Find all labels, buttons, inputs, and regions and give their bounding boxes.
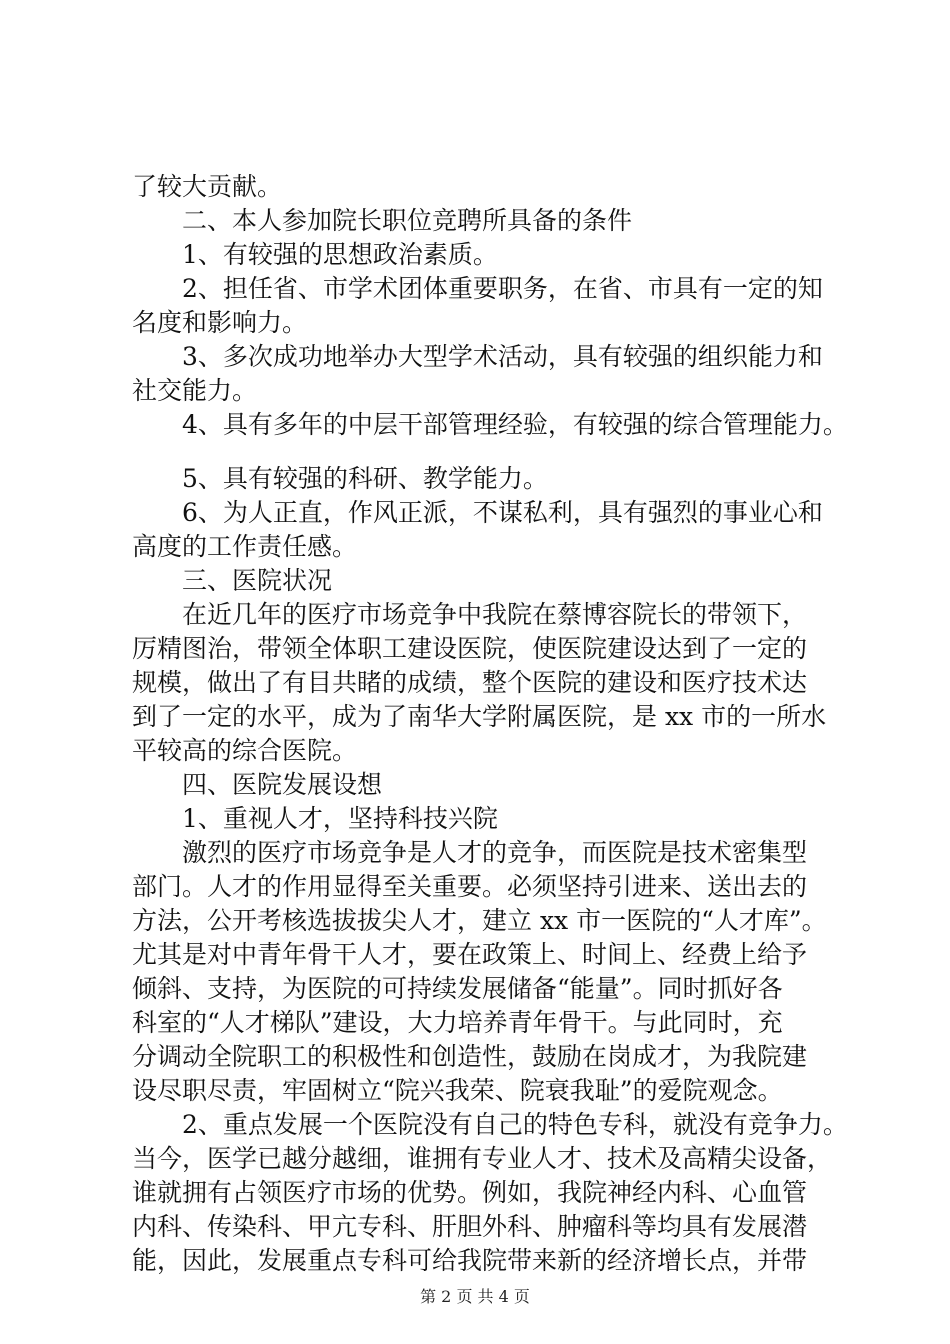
list-item: 5、具有较强的科研、教学能力。 (132, 464, 548, 493)
body-text-line: 高度的工作责任感。 (132, 532, 358, 561)
list-item: 3、多次成功地举办大型学术活动，具有较强的组织能力和 (132, 342, 823, 371)
body-text-line: 科室的“人才梯队”建设，大力培养青年骨干。与此同时，充 (132, 1008, 783, 1037)
body-text-line: 内科、传染科、甲亢专科、肝胆外科、肿瘤科等均具有发展潜 (132, 1212, 808, 1241)
body-text-line: 规模，做出了有目共睹的成绩，整个医院的建设和医疗技术达 (132, 668, 808, 697)
body-text-line: 了较大贡献。 (132, 172, 283, 201)
body-text-line: 部门。人才的作用显得至关重要。必须坚持引进来、送出去的 (132, 872, 808, 901)
body-text-line: 倾斜、支持，为医院的可持续发展储备“能量”。同时抓好各 (132, 974, 783, 1003)
section-heading: 二、本人参加院长职位竞聘所具备的条件 (132, 206, 633, 235)
section-heading: 四、医院发展设想 (132, 770, 383, 799)
list-item: 2、担任省、市学术团体重要职务，在省、市具有一定的知 (132, 274, 823, 303)
body-text-line: 名度和影响力。 (132, 308, 308, 337)
page-number-footer: 第 2 页 共 4 页 (420, 1287, 530, 1306)
subsection-heading: 1、重视人才，坚持科技兴院 (132, 804, 498, 833)
body-text-line: 厉精图治，带领全体职工建设医院，使医院建设达到了一定的 (132, 634, 808, 663)
body-text-line: 平较高的综合医院。 (132, 736, 358, 765)
list-item: 1、有较强的思想政治素质。 (132, 240, 498, 269)
body-text-line: 方法，公开考核选拔拔尖人才，建立 xx 市一医院的“人才库”。 (132, 906, 827, 935)
list-item: 6、为人正直，作风正派，不谋私利，具有强烈的事业心和 (132, 498, 823, 527)
body-text-line: 当今，医学已越分越细，谁拥有专业人才、技术及高精尖设备， (132, 1144, 833, 1173)
section-heading: 三、医院状况 (132, 566, 333, 595)
body-text-line: 社交能力。 (132, 376, 258, 405)
body-text-line: 在近几年的医疗市场竞争中我院在蔡博容院长的带领下， (132, 600, 808, 629)
subsection-heading: 2、重点发展一个医院没有自己的特色专科，就没有竞争力。 (132, 1110, 848, 1139)
body-text-line: 分调动全院职工的积极性和创造性，鼓励在岗成才，为我院建 (132, 1042, 808, 1071)
list-item: 4、具有多年的中层干部管理经验，有较强的综合管理能力。 (132, 410, 848, 439)
body-text-line: 能，因此，发展重点专科可给我院带来新的经济增长点，并带 (132, 1246, 808, 1275)
body-text-line: 到了一定的水平，成为了南华大学附属医院，是 xx 市的一所水 (132, 702, 827, 731)
body-text-line: 设尽职尽责，牢固树立“院兴我荣、院衰我耻”的爱院观念。 (132, 1076, 783, 1105)
body-text-line: 尤其是对中青年骨干人才，要在政策上、时间上、经费上给予 (132, 940, 808, 969)
body-text-line: 谁就拥有占领医疗市场的优势。例如，我院神经内科、心血管 (132, 1178, 808, 1207)
body-text-line: 激烈的医疗市场竞争是人才的竞争，而医院是技术密集型 (132, 838, 808, 867)
